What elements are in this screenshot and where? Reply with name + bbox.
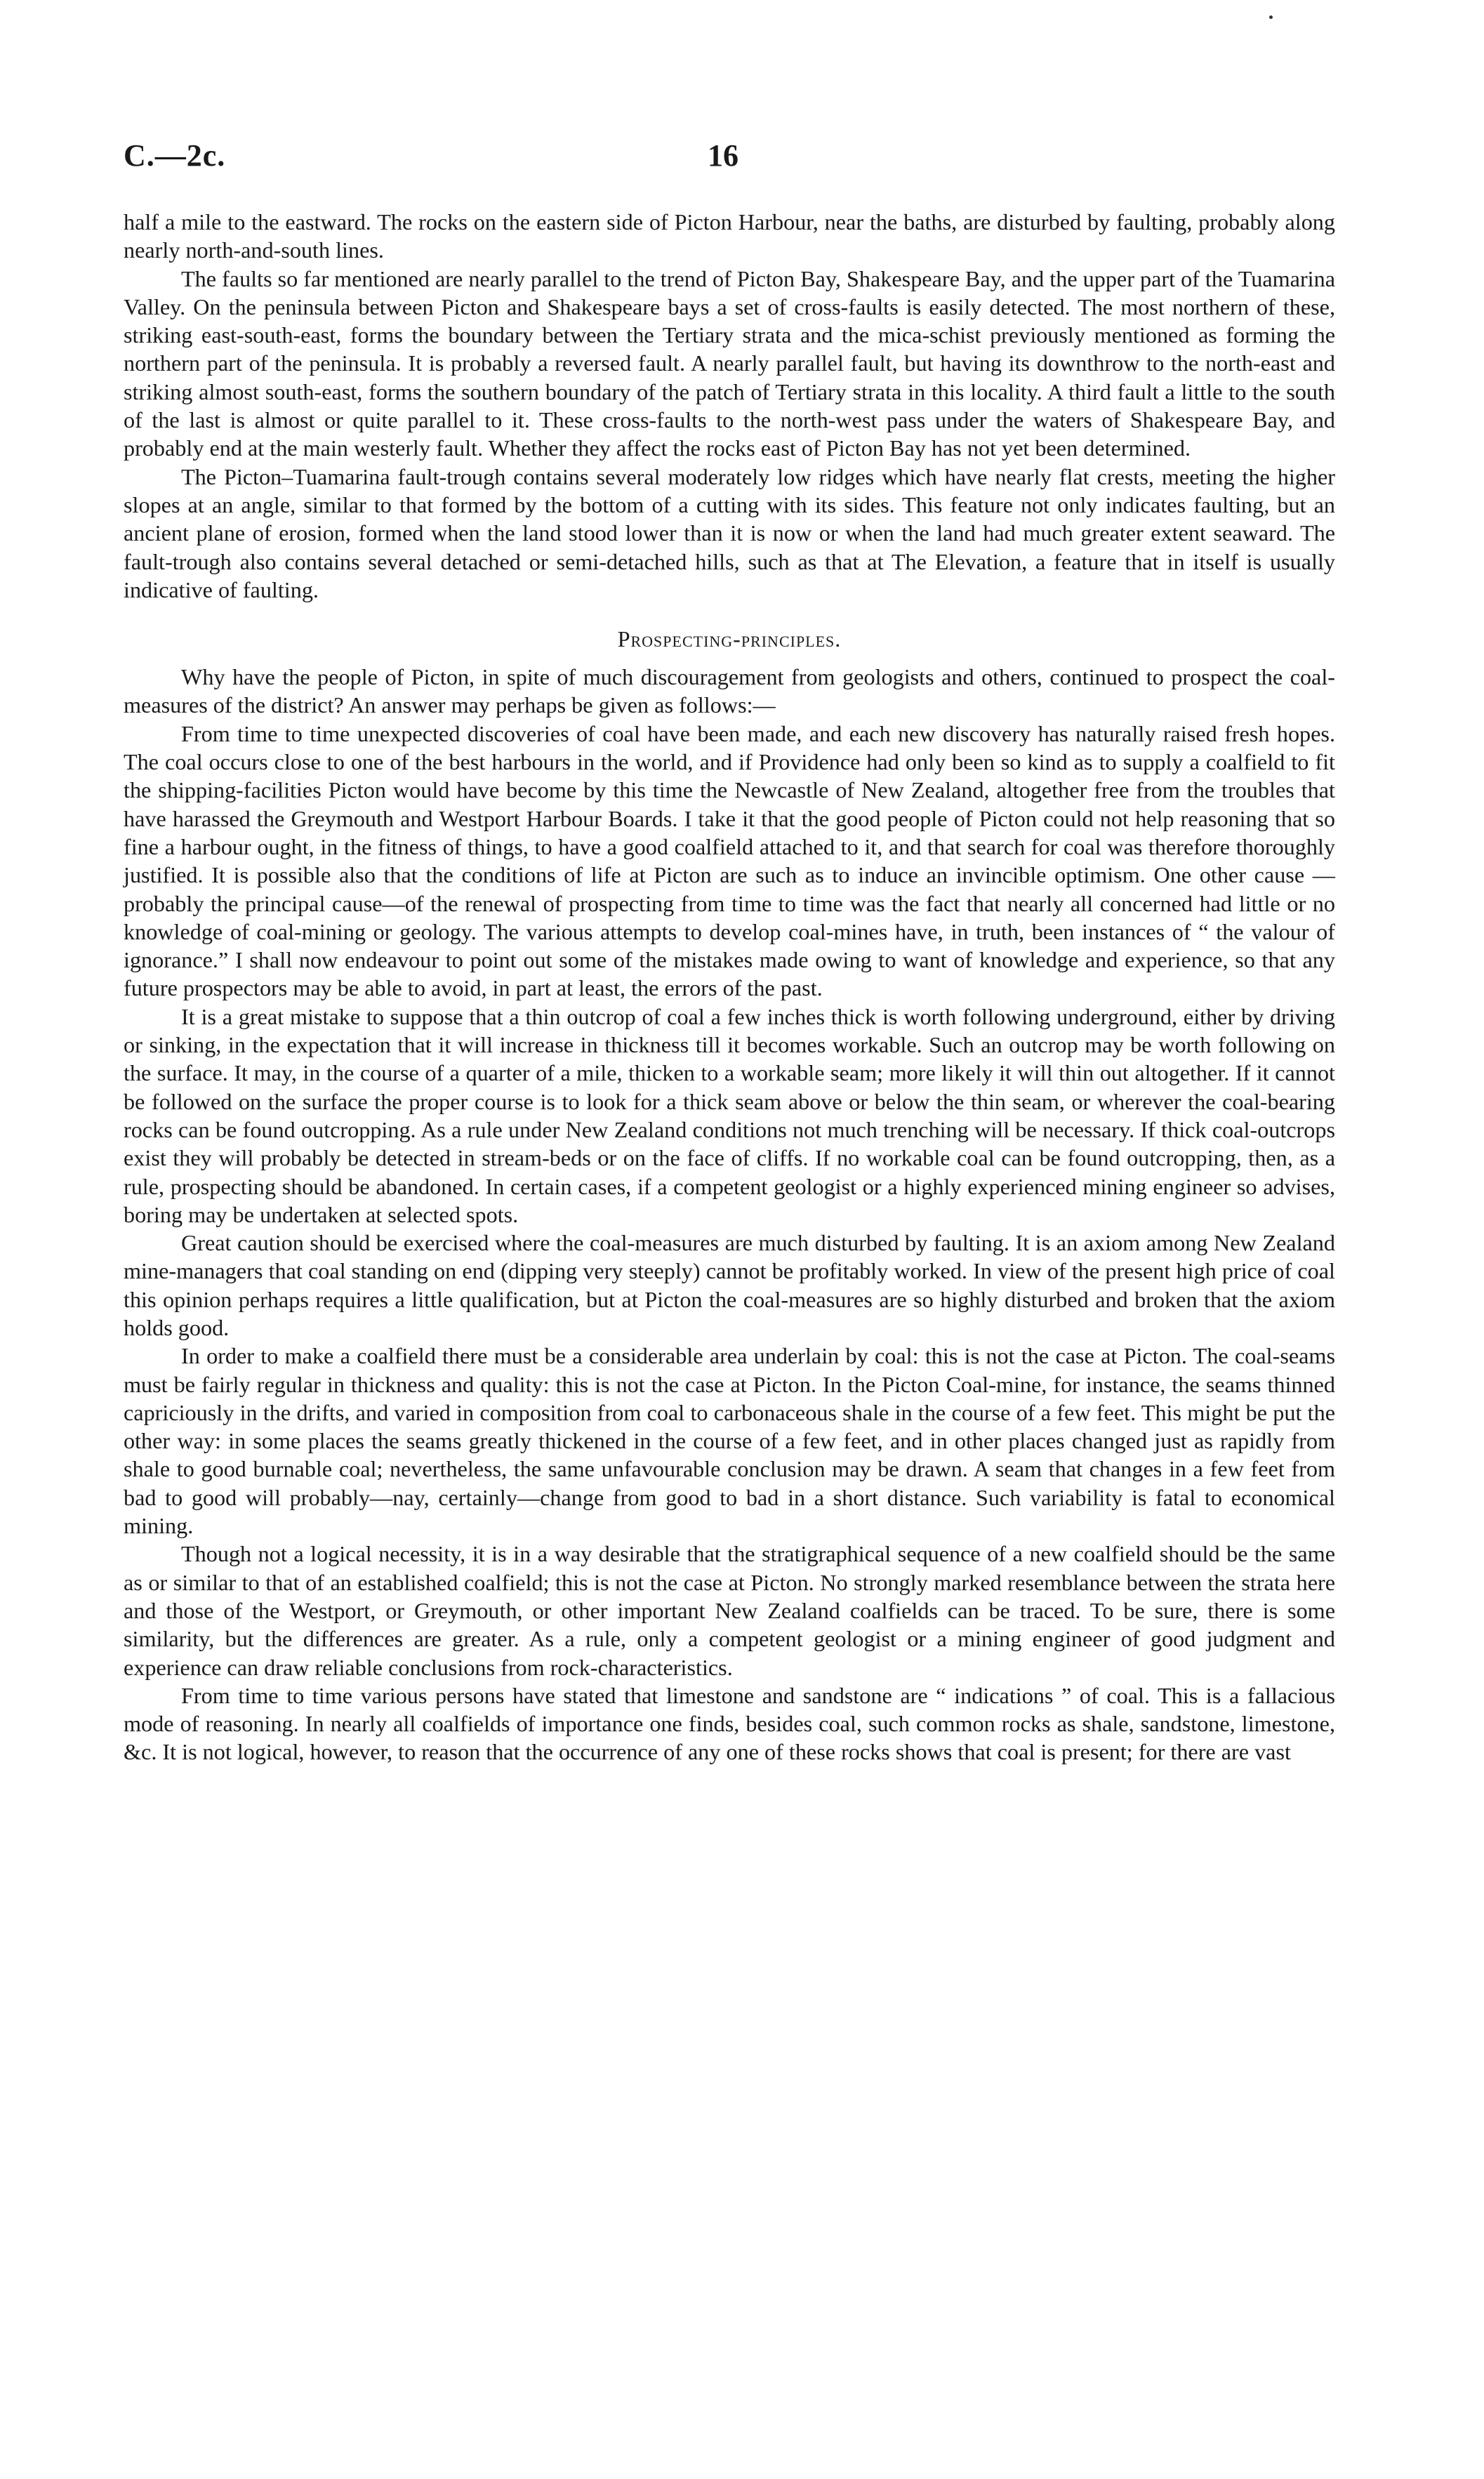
paragraph: From time to time various persons have stated that limestone and sandstone are “ indications ” of coal. This is a fallacious mode of reasoning. In nearly all coalfields of importance one finds, besides coal, such common rocks as shale, sandstone, limestone, &c. It is not logical, however, to reason that the occurrence of any one of these rocks shows that coal is present; for there are vast: [124, 1682, 1335, 1765]
page-header: [124, 138, 1337, 180]
page-number: 16: [708, 138, 738, 173]
paragraph: Though not a logical necessity, it is in a way desirable that the stratigraphical sequence of a new coalfield should be the same as or similar to that of an established coalfield; this is not the case at Picton. No strongly marked resemblance between the strata here and those of the Westport, or Greymouth, or other important New Zealand coalfields can be traced. To be sure, there is some similarity, but the differences are greater. As a rule, only a competent geologist or a mining engineer of good judgment and experience can draw reliable conclusions from rock-characteristics.: [124, 1541, 1335, 1680]
paragraph: half a mile to the eastward. The rocks on the eastern side of Picton Harbour, near the baths, are disturbed by faulting, probably along nearly north-and-south lines.: [124, 209, 1335, 263]
scan-speck: [1269, 15, 1273, 19]
paragraph: From time to time unexpected discoveries of coal have been made, and each new discovery has naturally raised fresh hopes. The coal occurs close to one of the best harbours in the world, and if Providence had only been so kind as to supply a coalfield to fit the shipping-facilities Picton would have become by this time the Newcastle of New Zealand, altogether free from the troubles that have harassed the Greymouth and Westport Harbour Boards. I take it that the good people of Picton could not help reasoning that so fine a harbour ought, in the fitness of things, to have a good coalfield attached to it, and that search for coal was therefore thoroughly justified. It is possible also that the conditions of life at Picton are such as to induce an invincible optimism. One other cause —probably the principal cause—of the renewal of prospecting from time to time was the fact that nearly all concerned had little or no knowledge of coal-mining or geology. The various attempts to develop coal-mines have, in truth, been instances of “ the valour of ignorance.” I shall now endeavour to point out some of the mistakes made owing to want of knowledge and experience, so that any future prospectors may be able to avoid, in part at least, the errors of the past.: [124, 720, 1335, 1001]
body-text: [124, 208, 1335, 1766]
section-heading: Prospecting-principles.: [617, 626, 842, 652]
paragraph: Why have the people of Picton, in spite of much discouragement from geologists and others, continued to prospect the coal-measures of the district? An answer may perhaps be given as follows:—: [124, 664, 1335, 718]
paragraph: The Picton–Tuamarina fault-trough contains several moderately low ridges which have nearly flat crests, meeting the higher slopes at an angle, similar to that formed by the bottom of a cutting with its sides. This feature not only indicates faulting, but an ancient plane of erosion, formed when the land stood lower than it is now or when the land had much greater extent seaward. The fault-trough also contains several detached or semi-detached hills, such as that at The Elevation, a feature that in itself is usually indicative of faulting.: [124, 463, 1335, 602]
paragraph: The faults so far mentioned are nearly parallel to the trend of Picton Bay, Shakespeare Bay, and the upper part of the Tuamarina Valley. On the peninsula between Picton and Shakespeare bays a set of cross-faults is easily detected. The most northern of these, striking east-south-east, forms the boundary between the Tertiary strata and the mica-schist previously mentioned as forming the northern part of the peninsula. It is probably a reversed fault. A nearly parallel fault, but having its downthrow to the north-east and striking almost south-east, forms the southern boundary of the patch of Tertiary strata in this locality. A third fault a little to the south of the last is almost or quite parallel to it. These cross-faults to the north-west pass under the waters of Shakespeare Bay, and probably end at the main westerly fault. Whether they affect the rocks east of Picton Bay has not yet been determined.: [124, 265, 1335, 461]
paragraph: Great caution should be exercised where the coal-measures are much disturbed by faulting. It is an axiom among New Zealand mine-managers that coal standing on end (dipping very steeply) cannot be profitably worked. In view of the present high price of coal this opinion perhaps requires a little qualification, but at Picton the coal-measures are so highly disturbed and broken that the axiom holds good.: [124, 1230, 1335, 1340]
paragraph: It is a great mistake to suppose that a thin outcrop of coal a few inches thick is worth following underground, either by driving or sinking, in the expectation that it will increase in thickness till it becomes workable. Such an outcrop may be worth following on the surface. It may, in the course of a quarter of a mile, thicken to a workable seam; more likely it will thin out altogether. If it cannot be followed on the surface the proper course is to look for a thick seam above or below the thin seam, or wherever the coal-bearing rocks can be found outcropping. As a rule under New Zealand conditions not much trenching will be necessary. If thick coal-outcrops exist they will probably be detected in stream-beds or on the face of cliffs. If no workable coal can be found outcropping, then, as a rule, prospecting should be abandoned. In certain cases, if a competent geologist or a highly experienced mining engineer so advises, boring may be undertaken at selected spots.: [124, 1003, 1335, 1227]
paragraph: In order to make a coalfield there must be a considerable area underlain by coal: this is not the case at Picton. The coal-seams must be fairly regular in thickness and quality: this is not the case at Picton. In the Picton Coal-mine, for instance, the seams thinned capriciously in the drifts, and varied in composition from coal to carbonaceous shale in the course of a few feet. This might be put the other way: in some places the seams greatly thickened in the course of a few feet, and in other places changed just as rapidly from shale to good burnable coal; nevertheless, the same unfavourable conclusion may be drawn. A seam that changes in a few feet from bad to good will probably—nay, certainly—change from good to bad in a short distance. Such variability is fatal to economical mining.: [124, 1343, 1335, 1539]
document-reference: C.—2c.: [124, 138, 226, 173]
